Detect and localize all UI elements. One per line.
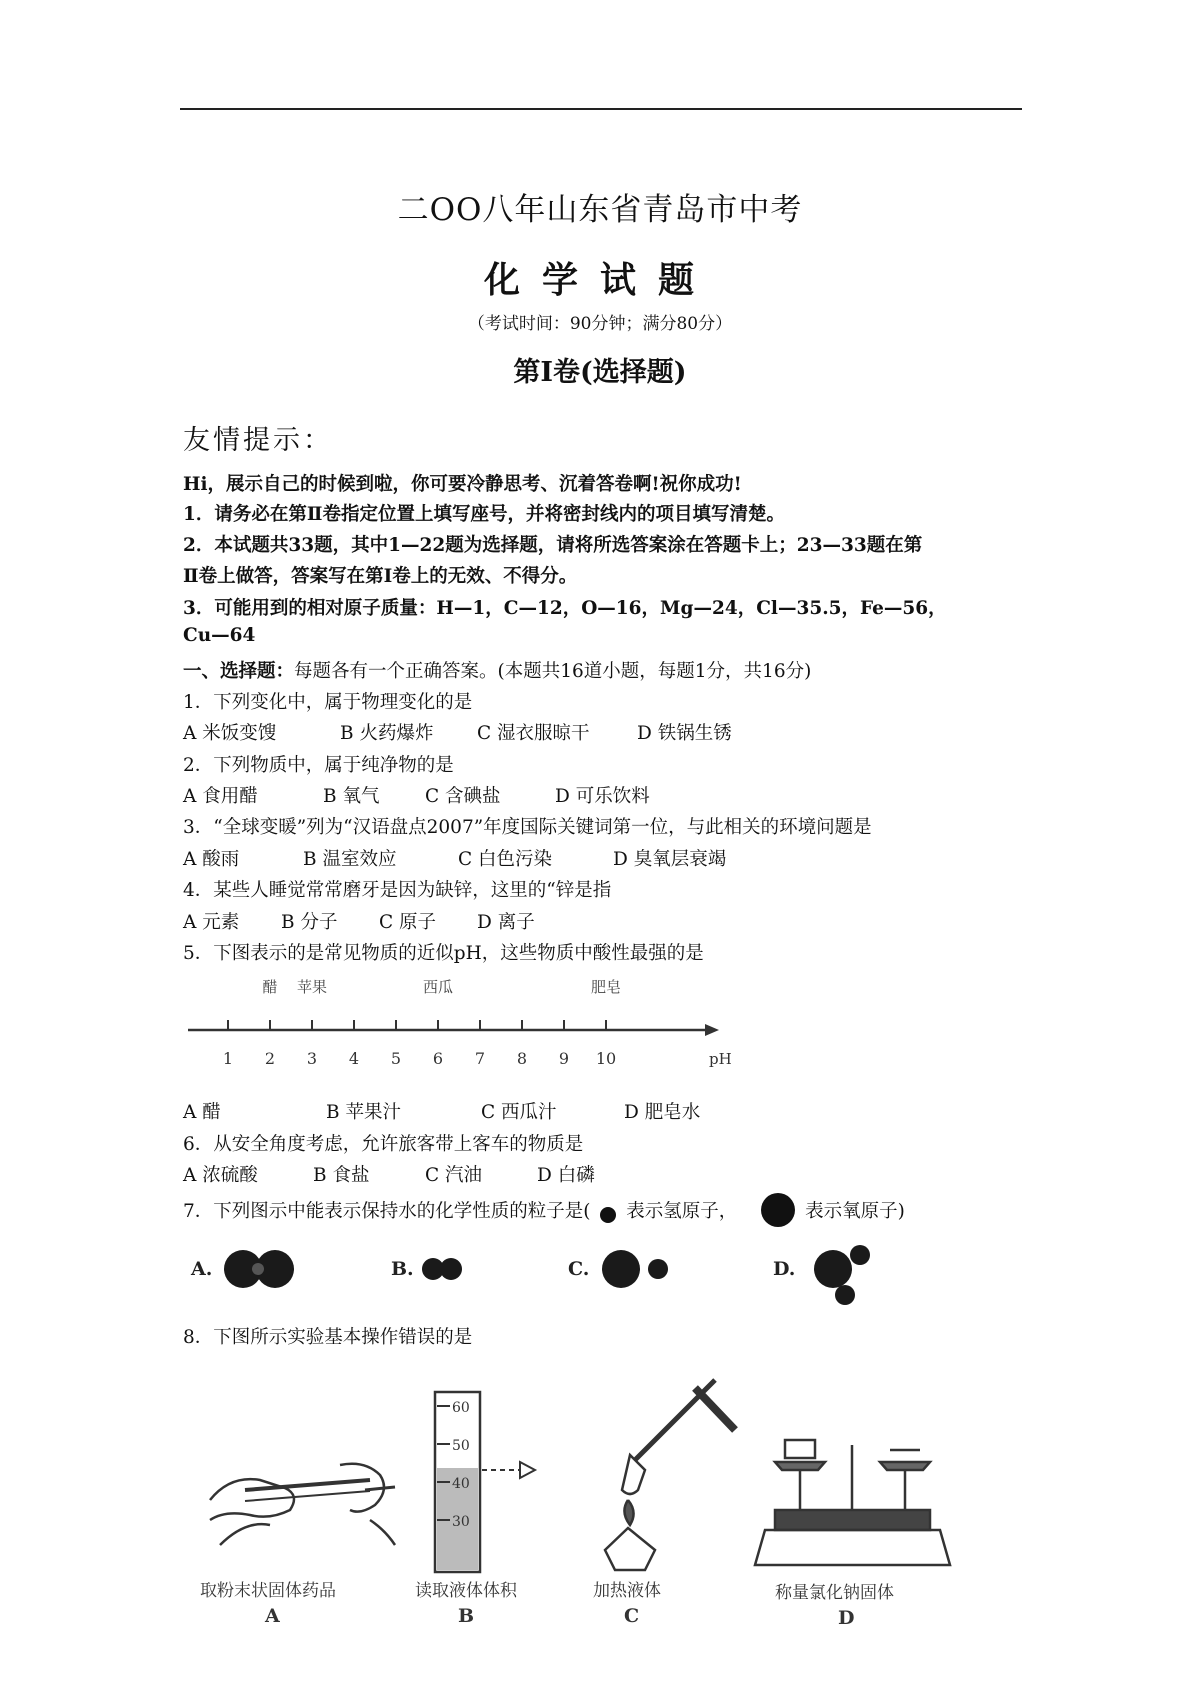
ph-tick-label: 1 xyxy=(222,1049,234,1068)
cylinder-mark-30: 30 xyxy=(452,1514,470,1530)
question-4-option-c: C 原子 xyxy=(379,912,437,933)
question-2-stem: 2．下列物质中，属于纯净物的是 xyxy=(183,755,454,776)
hydrogen-atom-icon xyxy=(600,1207,616,1223)
question-3-stem: 3．“全球变暖”列为“汉语盘点2007”年度国际关键词第一位，与此相关的环境问题是 xyxy=(183,817,872,838)
q8-figure-b xyxy=(435,1392,535,1572)
question-5-stem: 5．下图表示的是常见物质的近似pH，这些物质中酸性最强的是 xyxy=(183,943,704,964)
ph-tick-label: 4 xyxy=(348,1049,360,1068)
q8-caption-a: 取粉末状固体药品 xyxy=(200,1581,336,1601)
cylinder-mark-60: 60 xyxy=(452,1400,470,1416)
cylinder-mark-50: 50 xyxy=(452,1438,470,1454)
ph-substance-label: 苹果 xyxy=(296,978,328,996)
question-3-option-b: B 温室效应 xyxy=(303,849,397,870)
q7-c-hydrogen-atom xyxy=(648,1259,668,1279)
question-4-option-a: A 元素 xyxy=(183,912,240,933)
question-5-option-d: D 肥皂水 xyxy=(624,1102,701,1123)
q8-caption-c: 加热液体 xyxy=(593,1581,661,1601)
ph-tick-label: 6 xyxy=(432,1049,444,1068)
question-4-stem: 4．某些人睡觉常常磨牙是因为缺锌，这里的“锌是指 xyxy=(183,880,612,901)
ph-tick-label: 8 xyxy=(516,1049,528,1068)
tips-greeting: Hi，展示自己的时候到啦，你可要冷静思考、沉着答卷啊!祝你成功! xyxy=(183,474,742,495)
ph-axis-arrow xyxy=(705,1024,719,1036)
question-2-option-c: C 含碘盐 xyxy=(425,786,501,807)
q8-letter-a: A xyxy=(265,1605,280,1627)
ph-substance-label: 醋 xyxy=(262,978,278,996)
ph-tick-label: 7 xyxy=(474,1049,486,1068)
q7-option-a-label: A. xyxy=(191,1258,213,1280)
subject-title: 化学试题 xyxy=(483,259,716,301)
question-1-option-a: A 米饭变馊 xyxy=(183,723,277,744)
question-6-option-d: D 白磷 xyxy=(537,1165,595,1186)
q7-molecule-figure xyxy=(183,1235,903,1315)
question-1-stem: 1．下列变化中，属于物理变化的是 xyxy=(183,692,473,713)
question-4-option-b: B 分子 xyxy=(281,912,338,933)
ph-substance-label: 西瓜 xyxy=(422,978,454,996)
header-rule xyxy=(180,108,1022,110)
q7-a-overlap xyxy=(252,1263,264,1275)
q7-d-hydrogen-atom xyxy=(850,1245,870,1265)
oxygen-atom-icon xyxy=(761,1193,795,1227)
q8-caption-d: 称量氯化钠固体 xyxy=(775,1583,894,1603)
question-6-options xyxy=(183,1161,595,1187)
exam-title: 二OO八年山东省青岛市中考 xyxy=(397,192,803,228)
question-3-option-a: A 酸雨 xyxy=(183,849,240,870)
question-5-option-a: A 醋 xyxy=(183,1102,221,1123)
question-2-options xyxy=(183,782,650,808)
ph-unit-label: pH xyxy=(709,1050,732,1068)
section-heading xyxy=(183,657,811,683)
question-4-options xyxy=(183,908,535,934)
question-7-stem-line xyxy=(183,1193,905,1227)
legend-hydrogen: 表示氢原子， xyxy=(626,1201,738,1222)
balance-beam xyxy=(775,1510,930,1530)
question-1-option-d: D 铁锅生锈 xyxy=(637,723,732,744)
test-tube-c-icon xyxy=(622,1455,645,1494)
q8-figure-c xyxy=(605,1380,735,1570)
q8-caption-b: 读取液体体积 xyxy=(415,1581,517,1601)
question-1-option-b: B 火药爆炸 xyxy=(340,723,434,744)
question-8-stem: 8．下图所示实验基本操作错误的是 xyxy=(183,1327,473,1348)
exam-duration: （考试时间：90分钟；满分80分） xyxy=(467,314,733,334)
question-3-option-c: C 白色污染 xyxy=(458,849,553,870)
question-1-options xyxy=(183,719,732,745)
q8-letter-d: D xyxy=(838,1607,855,1629)
legend-oxygen: 表示氧原子) xyxy=(805,1201,905,1222)
q8-letter-b: B xyxy=(458,1605,475,1627)
ph-tick-label: 10 xyxy=(595,1049,617,1068)
tips-heading: 友情提示： xyxy=(183,425,333,456)
ph-tick-label: 9 xyxy=(558,1049,570,1068)
question-2-option-d: D 可乐饮料 xyxy=(555,786,650,807)
tips-item-3-line-2: Cu—64 xyxy=(183,625,256,646)
q7-c-oxygen-atom xyxy=(602,1250,640,1288)
eye-icon xyxy=(520,1462,535,1478)
question-5-option-b: B 苹果汁 xyxy=(326,1102,401,1123)
question-6-stem: 6．从安全角度考虑，允许旅客带上客车的物质是 xyxy=(183,1134,584,1155)
section-instruction: 每题各有一个正确答案。(本题共16道小题，每题1分，共16分) xyxy=(294,661,812,682)
q7-d-oxygen-atom xyxy=(814,1250,852,1288)
tips-item-1: 1．请务必在第Ⅱ卷指定位置上填写座号，并将密封线内的项目填写清楚。 xyxy=(183,504,785,525)
q7-b-hydrogen-atom-2 xyxy=(440,1258,462,1280)
flame-icon xyxy=(624,1500,633,1525)
cylinder-mark-40: 40 xyxy=(452,1476,470,1492)
section-label: 一、选择题： xyxy=(183,661,295,682)
ph-tick-label: 5 xyxy=(390,1049,402,1068)
balance-base-icon xyxy=(755,1530,950,1565)
question-5-option-c: C 西瓜汁 xyxy=(481,1102,557,1123)
question-3-options xyxy=(183,845,726,871)
question-5-options xyxy=(183,1098,700,1124)
spatula-icon xyxy=(365,1487,395,1490)
tips-item-2-line-2: Ⅱ卷上做答，答案写在第Ⅰ卷上的无效、不得分。 xyxy=(183,566,578,587)
question-6-option-b: B 食盐 xyxy=(313,1165,370,1186)
ph-substance-labels xyxy=(262,978,621,996)
tips-item-2-line-1: 2．本试题共33题，其中1—22题为选择题，请将所选答案涂在答题卡上；23—33题在第 xyxy=(183,535,923,556)
ph-substance-label: 肥皂 xyxy=(590,978,622,996)
q7-option-d-label: D. xyxy=(773,1258,796,1280)
question-2-option-a: A 食用醋 xyxy=(183,786,258,807)
ph-scale-figure xyxy=(183,970,743,1070)
question-7-stem: 7．下列图示中能表示保持水的化学性质的粒子是( xyxy=(183,1201,591,1222)
q8-figure-d xyxy=(755,1440,950,1565)
tips-item-3-line-1: 3．可能用到的相对原子质量：H—1，C—12，O—16，Mg—24，Cl—35.5，Fe—56， xyxy=(183,598,947,619)
q7-option-c-label: C. xyxy=(568,1258,590,1280)
question-2-option-b: B 氧气 xyxy=(323,786,380,807)
left-pan-icon xyxy=(775,1462,825,1470)
question-3-option-d: D 臭氧层衰竭 xyxy=(613,849,727,870)
q8-lab-operations-figure xyxy=(190,1370,1040,1680)
ph-ticks xyxy=(223,1020,616,1068)
question-6-option-c: C 汽油 xyxy=(425,1165,483,1186)
q7-d-hydrogen-atom-2 xyxy=(835,1285,855,1305)
q8-figure-a xyxy=(210,1464,395,1545)
right-pan-icon xyxy=(880,1462,930,1470)
ph-tick-label: 2 xyxy=(264,1049,276,1068)
question-6-option-a: A 浓硫酸 xyxy=(183,1165,258,1186)
question-4-option-d: D 离子 xyxy=(477,912,535,933)
q7-option-b-label: B. xyxy=(391,1258,414,1280)
part-title: 第Ⅰ卷(选择题) xyxy=(513,357,687,388)
ph-tick-label: 3 xyxy=(306,1049,318,1068)
weight-icon xyxy=(785,1440,815,1458)
q8-letter-c: C xyxy=(624,1605,640,1627)
question-1-option-c: C 湿衣服晾干 xyxy=(477,723,590,744)
alcohol-lamp-icon xyxy=(605,1528,655,1570)
